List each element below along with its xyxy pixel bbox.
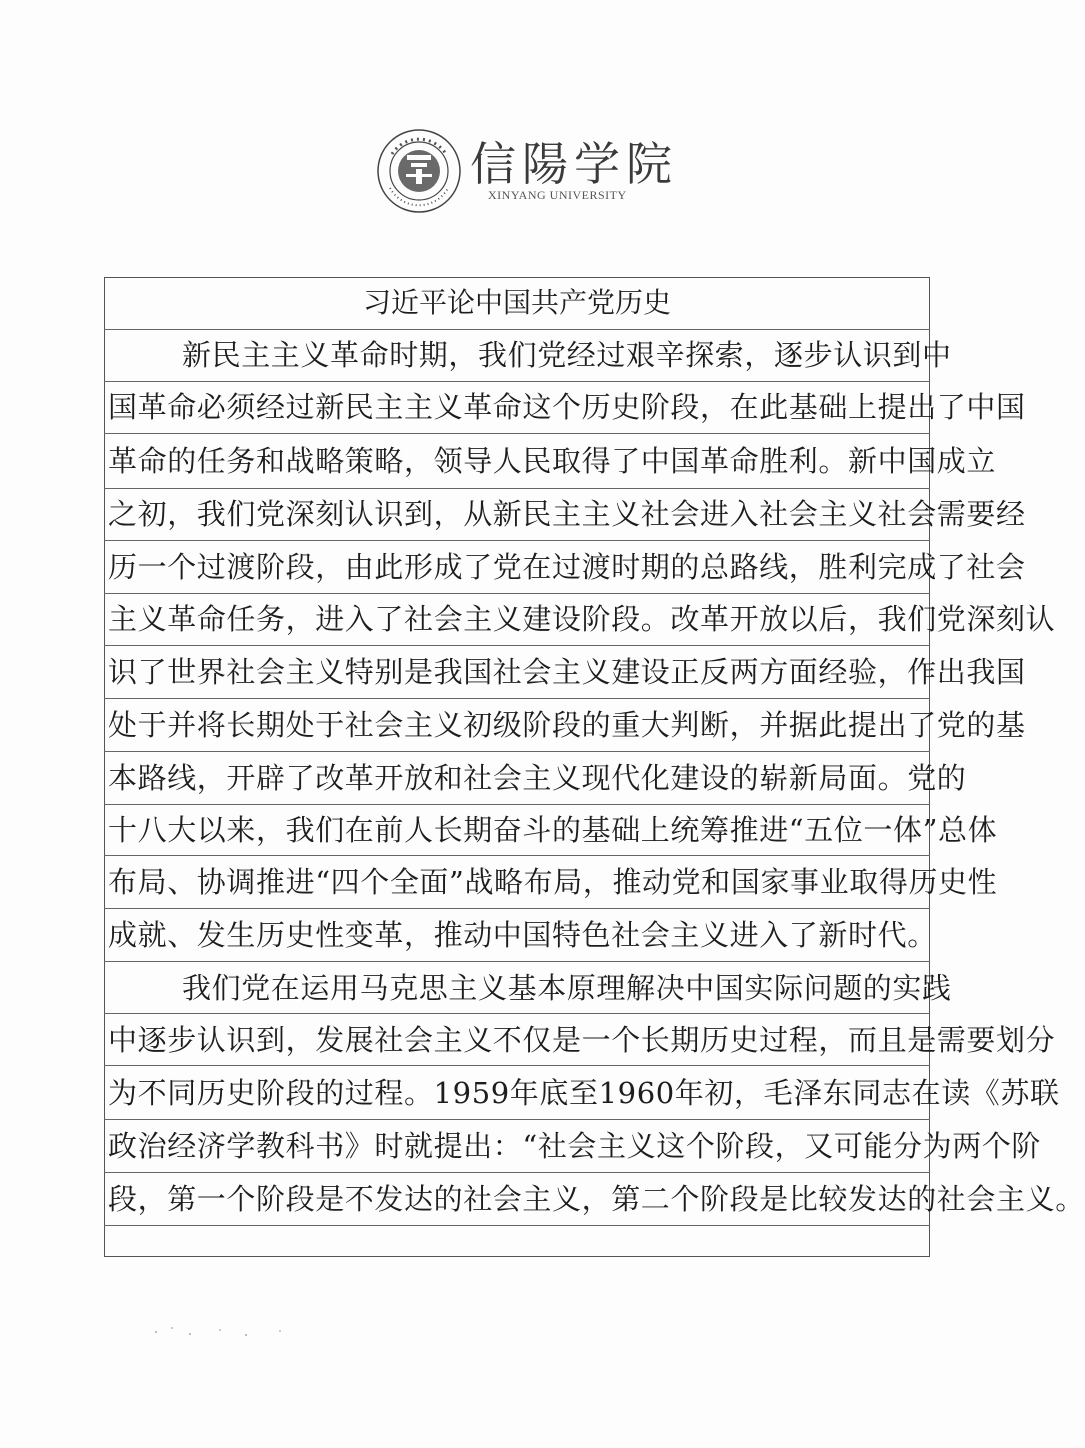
paper-specks-decoration — [150, 1322, 310, 1342]
text-line: 新民主主义革命时期，我们党经过艰辛探索，逐步认识到中 — [182, 338, 952, 372]
text-line: 国革命必须经过新民主主义革命这个历史阶段，在此基础上提出了中国 — [108, 390, 1026, 424]
ruled-line — [104, 698, 930, 699]
ruled-line — [104, 751, 930, 752]
ruled-line — [104, 908, 930, 909]
text-line: 政治经济学教科书》时就提出：“社会主义这个阶段，又可能分为两个阶 — [108, 1129, 1042, 1163]
university-name-cn: 信陽学院 — [470, 137, 678, 191]
text-line: 布局、协调推进“四个全面”战略布局，推动党和国家事业取得历史性 — [108, 865, 998, 899]
text-line: 之初，我们党深刻认识到，从新民主主义社会进入社会主义社会需要经 — [108, 497, 1026, 531]
text-line: 主义革命任务，进入了社会主义建设阶段。改革开放以后，我们党深刻认 — [108, 602, 1056, 636]
ruled-line — [104, 433, 930, 434]
text-line: 革命的任务和战略策略，领导人民取得了中国革命胜利。新中国成立 — [108, 444, 997, 478]
ruled-line — [104, 1013, 930, 1014]
text-line: 中逐步认识到，发展社会主义不仅是一个长期历史过程，而且是需要划分 — [108, 1023, 1056, 1057]
ruled-line — [104, 1065, 930, 1066]
text-line: 识了世界社会主义特别是我国社会主义建设正反两方面经验，作出我国 — [108, 655, 1026, 689]
university-seal-icon — [376, 128, 462, 214]
text-line: 本路线，开辟了改革开放和社会主义现代化建设的崭新局面。党的 — [108, 761, 967, 795]
text-line: 处于并将长期处于社会主义初级阶段的重大判断，并据此提出了党的基 — [108, 708, 1026, 742]
text-line: 十八大以来，我们在前人长期奋斗的基础上统筹推进“五位一体”总体 — [108, 813, 998, 847]
text-line: 历一个过渡阶段，由此形成了党在过渡时期的总路线，胜利完成了社会 — [108, 550, 1026, 584]
letterhead — [0, 110, 1024, 220]
document-title: 习近平论中国共产党历史 — [362, 286, 671, 319]
text-line: 为不同历史阶段的过程。1959年底至1960年初，毛泽东同志在读《苏联 — [108, 1076, 1060, 1110]
ruled-line — [104, 1225, 930, 1226]
ruled-line — [104, 1119, 930, 1120]
text-line: 成就、发生历史性变革，推动中国特色社会主义进入了新时代。 — [108, 918, 937, 952]
ruled-line — [104, 540, 930, 541]
ruled-line — [104, 1172, 930, 1173]
university-name-en: XINYANG UNIVERSITY — [488, 188, 627, 202]
text-line: 我们党在运用马克思主义基本原理解决中国实际问题的实践 — [182, 971, 952, 1005]
text-line: 段，第一个阶段是不发达的社会主义，第二个阶段是比较发达的社会主义。 — [108, 1182, 1085, 1216]
ruled-line — [104, 855, 930, 856]
ruled-line — [104, 645, 930, 646]
lined-paper — [104, 277, 1085, 1257]
ruled-line — [104, 961, 930, 962]
